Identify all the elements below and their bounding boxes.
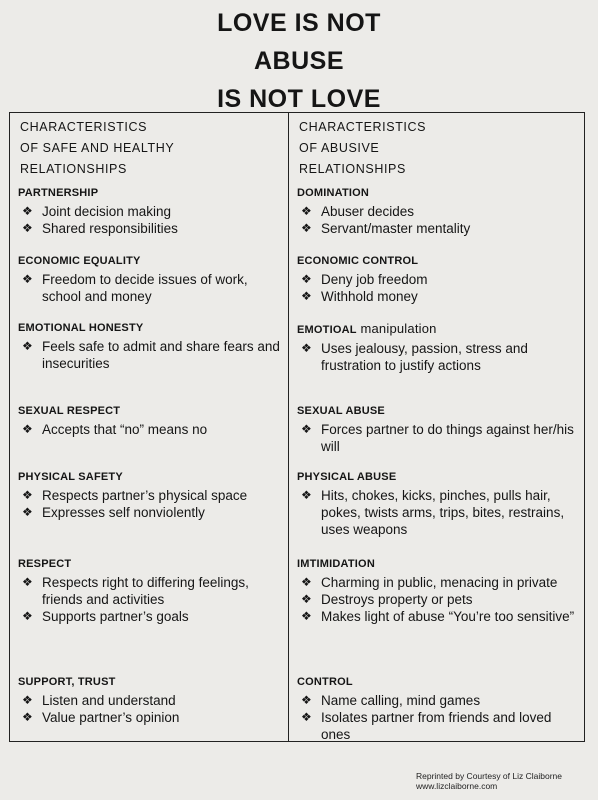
section-title-text: RESPECT — [18, 558, 72, 570]
list-item-text: Listen and understand — [42, 693, 176, 708]
diamond-bullet-icon: ❖ — [22, 505, 33, 519]
list-item — [297, 709, 581, 743]
diamond-bullet-icon: ❖ — [301, 693, 312, 707]
section-title — [18, 254, 284, 269]
section-title-text: SEXUAL ABUSE — [297, 405, 385, 417]
section-title-text: ECONOMIC EQUALITY — [18, 255, 141, 267]
section-healthy-6 — [18, 675, 284, 726]
section-title — [18, 675, 284, 690]
heading-line: RELATIONSHIPS — [20, 162, 127, 176]
list-item-text: Destroys property or pets — [321, 592, 473, 607]
diamond-bullet-icon: ❖ — [22, 710, 33, 724]
list-item-text: Shared responsibilities — [42, 221, 178, 236]
list-item — [18, 504, 284, 521]
list-item — [297, 421, 581, 455]
list-item — [18, 487, 284, 504]
diamond-bullet-icon: ❖ — [22, 488, 33, 502]
list-item-text: Servant/master mentality — [321, 221, 471, 236]
list-item — [297, 608, 581, 625]
section-title-text: DOMINATION — [297, 187, 370, 199]
list-item — [18, 220, 284, 237]
list-item — [18, 692, 284, 709]
list-item-text: Name calling, mind games — [321, 693, 481, 708]
diamond-bullet-icon: ❖ — [22, 693, 33, 707]
title-line-3: IS NOT LOVE — [217, 85, 381, 113]
heading-line: CHARACTERISTICS — [299, 120, 427, 134]
list-item — [18, 203, 284, 220]
list-item — [297, 288, 581, 305]
section-title-text: SEXUAL RESPECT — [18, 405, 121, 417]
list-item-text: Respects right to differing feelings, friends and activities — [42, 575, 249, 607]
credit-line: Reprinted by Courtesy of Liz Claiborne — [416, 771, 562, 781]
section-title — [18, 470, 284, 485]
section-title — [297, 557, 581, 572]
list-item — [297, 591, 581, 608]
diamond-bullet-icon: ❖ — [301, 422, 312, 436]
diamond-bullet-icon: ❖ — [22, 272, 33, 286]
diamond-bullet-icon: ❖ — [301, 488, 312, 502]
diamond-bullet-icon: ❖ — [301, 272, 312, 286]
healthy-column-heading — [20, 117, 174, 180]
list-item — [297, 574, 581, 591]
section-healthy-2 — [18, 321, 284, 372]
section-healthy-5 — [18, 557, 284, 625]
healthy-column — [10, 113, 288, 741]
section-abusive-3 — [297, 404, 581, 455]
diamond-bullet-icon: ❖ — [22, 221, 33, 235]
heading-line: OF SAFE AND HEALTHY — [20, 141, 175, 155]
section-title — [18, 557, 284, 572]
list-item-text: Respects partner’s physical space — [42, 488, 248, 503]
diamond-bullet-icon: ❖ — [301, 204, 312, 218]
section-healthy-0 — [18, 186, 284, 237]
diamond-bullet-icon: ❖ — [301, 609, 312, 623]
list-item-text: Feels safe to admit and share fears and insecurities — [42, 339, 280, 371]
list-item-text: Charming in public, menacing in private — [321, 575, 558, 590]
list-item — [297, 203, 581, 220]
title-line-2: ABUSE — [253, 47, 344, 75]
diamond-bullet-icon: ❖ — [22, 575, 33, 589]
section-title — [297, 254, 581, 269]
section-title — [297, 404, 581, 419]
diamond-bullet-icon: ❖ — [301, 710, 312, 724]
diamond-bullet-icon: ❖ — [301, 341, 312, 355]
diamond-bullet-icon: ❖ — [22, 204, 33, 218]
list-item-text: Hits, chokes, kicks, pinches, pulls hair, pokes, twists arms, trips, bites, restrains, uses weapons — [321, 488, 565, 537]
abusive-column — [289, 113, 585, 741]
heading-line: RELATIONSHIPS — [299, 162, 406, 176]
section-title — [297, 321, 581, 338]
section-title-text: CONTROL — [297, 676, 353, 688]
list-item — [297, 220, 581, 237]
diamond-bullet-icon: ❖ — [301, 289, 312, 303]
list-item-text: Forces partner to do things against her/his will — [321, 422, 574, 454]
section-abusive-4 — [297, 470, 581, 538]
list-item-text: Uses jealousy, passion, stress and frustration to justify actions — [321, 341, 528, 373]
section-title-text: ECONOMIC CONTROL — [297, 255, 419, 267]
section-abusive-5 — [297, 557, 581, 625]
list-item — [18, 271, 284, 305]
section-abusive-1 — [297, 254, 581, 305]
list-item — [18, 338, 284, 372]
list-item — [297, 692, 581, 709]
comparison-table — [9, 112, 585, 742]
list-item — [18, 709, 284, 726]
section-abusive-0 — [297, 186, 581, 237]
list-item-text: Supports partner’s goals — [42, 609, 189, 624]
diamond-bullet-icon: ❖ — [301, 575, 312, 589]
section-title — [297, 186, 581, 201]
diamond-bullet-icon: ❖ — [22, 422, 33, 436]
heading-line: OF ABUSIVE — [299, 141, 380, 155]
list-item — [297, 487, 581, 538]
list-item-text: Joint decision making — [42, 204, 172, 219]
section-title-text: EMOTIOAL — [297, 324, 357, 336]
list-item — [18, 574, 284, 608]
credit-url: www.lizclaiborne.com — [416, 781, 498, 791]
list-item-text: Isolates partner from friends and loved ones — [321, 710, 552, 742]
list-item-text: Accepts that “no” means no — [42, 422, 208, 437]
list-item-text: Value partner’s opinion — [42, 710, 180, 725]
section-abusive-2 — [297, 321, 581, 374]
list-item — [18, 421, 284, 438]
section-healthy-4 — [18, 470, 284, 521]
diamond-bullet-icon: ❖ — [301, 221, 312, 235]
diamond-bullet-icon: ❖ — [22, 339, 33, 353]
list-item-text: Abuser decides — [321, 204, 415, 219]
section-title — [297, 675, 581, 690]
section-title — [18, 186, 284, 201]
diamond-bullet-icon: ❖ — [301, 592, 312, 606]
section-title-text: PHYSICAL SAFETY — [18, 471, 123, 483]
list-item-text: Makes light of abuse “You’re too sensitive” — [321, 609, 575, 624]
list-item-text: Withhold money — [321, 289, 418, 304]
section-healthy-3 — [18, 404, 284, 438]
list-item-text: Expresses self nonviolently — [42, 505, 205, 520]
title-line-1: LOVE IS NOT — [217, 9, 381, 37]
section-title — [18, 321, 284, 336]
list-item-text: Freedom to decide issues of work, school and money — [42, 272, 248, 304]
credit-footer — [416, 771, 562, 791]
list-item — [297, 340, 581, 374]
section-abusive-6 — [297, 675, 581, 743]
section-title-text: PHYSICAL ABUSE — [297, 471, 397, 483]
list-item — [297, 271, 581, 288]
heading-line: CHARACTERISTICS — [20, 120, 148, 134]
section-title-text: IMTIMIDATION — [297, 558, 375, 570]
section-title-text: EMOTIONAL HONESTY — [18, 322, 144, 334]
section-healthy-1 — [18, 254, 284, 305]
section-title-text: SUPPORT, TRUST — [18, 676, 116, 688]
section-title — [297, 470, 581, 485]
list-item-text: Deny job freedom — [321, 272, 428, 287]
section-title — [18, 404, 284, 419]
diamond-bullet-icon: ❖ — [22, 609, 33, 623]
section-title-suffix: manipulation — [356, 321, 437, 336]
abusive-column-heading — [299, 117, 426, 180]
list-item — [18, 608, 284, 625]
section-title-text: PARTNERSHIP — [18, 187, 99, 199]
